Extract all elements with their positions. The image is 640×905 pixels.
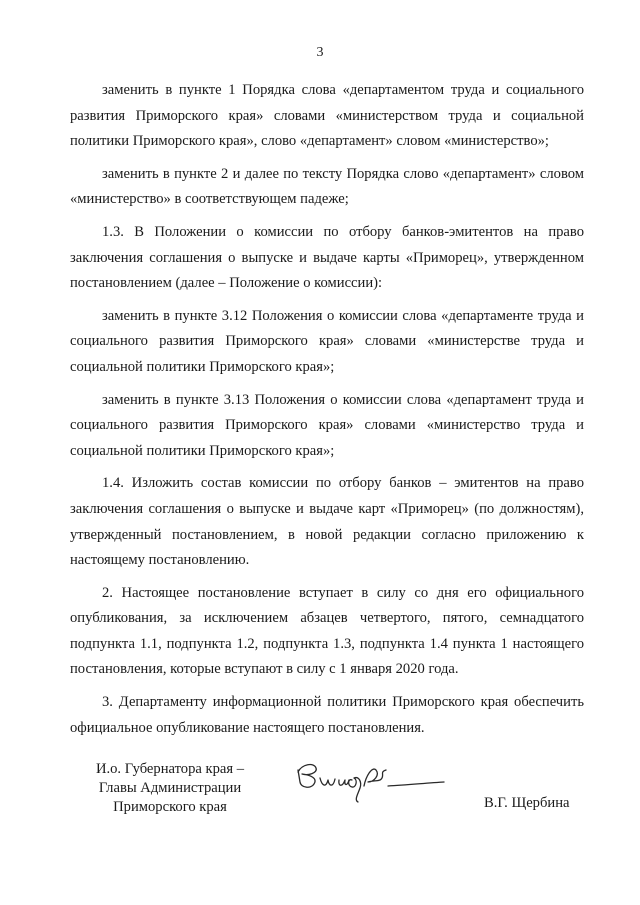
signatory-title-line: И.о. Губернатора края – [95,761,245,777]
paragraph: 3. Департаменту информационной политики Приморского края обеспечить официальное опубликование настоящего постановления. [70,694,584,736]
paragraph: заменить в пункте 2 и далее по тексту Порядка слово «департамент» словом «министерство» в соответствующем падеже; [70,165,584,208]
document-body [70,78,584,741]
paragraph: заменить в пункте 3.12 Положения о комиссии слова «департаменте труда и социального развития Приморского края» словами «министерстве труда и социальной политики Приморского края»; [70,307,584,375]
paragraph: заменить в пункте 1 Порядка слова «департаментом труда и социального развития Приморского края» словами «министерством труда и социальной политики Приморского края», слово «департамент» словом «министерство»; [70,82,584,150]
signatory-title [70,760,270,817]
paragraph: 2. Настоящее постановление вступает в силу со дня его официального опубликования, за исключением абзацев четвертого, пятого, семнадцатого подпункта 1.1, подпункта 1.2, подпункта 1.3, подпункта 1.4 пункта 1 настоящего постановления, которые вступают в силу с 1 января 2020 года. [70,584,584,678]
handwritten-signature [292,758,452,806]
signatory-name: В.Г. Щербина [484,795,570,811]
paragraph: 1.4. Изложить состав комиссии по отбору банков – эмитентов на право заключения соглашения о выпуске и выдаче карт «Приморец» (по должностям), утвержденный постановлением, в новой редакции согласно приложению к настоящему постановлению. [70,475,584,569]
paragraph: заменить в пункте 3.13 Положения о комиссии слова «департамент труда и социального развития Приморского края» словами «министерство труда и социальной политики Приморского края»; [70,391,584,459]
page-number: 3 [316,45,324,60]
signatory-title-line: Главы Администрации [98,780,242,796]
paragraph: 1.3. В Положении о комиссии по отбору банков-эмитентов на право заключения соглашения о выпуске и выдаче карты «Приморец», утвержденном постановлением (далее – Положение о комиссии): [70,223,584,292]
signatory-title-line: Приморского края [113,799,227,815]
